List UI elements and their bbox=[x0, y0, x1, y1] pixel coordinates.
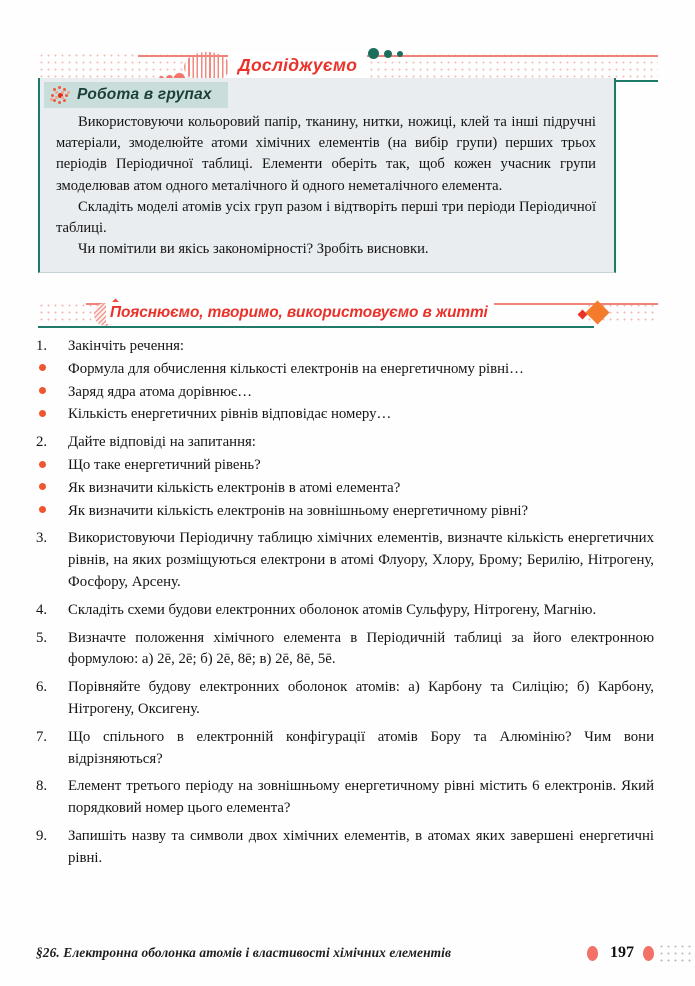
list-item bbox=[24, 404, 672, 426]
bullet-dot-icon bbox=[39, 364, 46, 371]
list-item bbox=[24, 600, 672, 622]
list-item bbox=[24, 455, 672, 477]
item-text: Що таке енергетичний рівень? bbox=[68, 456, 261, 473]
section-title-poyasnyuyemo: Пояснюємо, творимо, використовуємо в житті bbox=[106, 302, 494, 324]
teal-dot-medium-icon bbox=[384, 50, 392, 58]
item-text: Визначте положення хімічного елемента в Періодичній таблиці за його електронною формулою: а) 2ē, 2ē; б) 2ē, 8ē; в) 2ē, 8ē, 5ē. bbox=[68, 629, 654, 668]
page-number: 197 bbox=[610, 944, 634, 961]
list-item bbox=[24, 677, 672, 721]
exercise-list bbox=[24, 336, 672, 876]
bullet-dot-icon bbox=[39, 461, 46, 468]
item-marker: 6. bbox=[36, 679, 48, 696]
item-marker: 2. bbox=[36, 434, 48, 451]
item-text: Кількість енергетичних рівнів відповідає номеру… bbox=[68, 406, 392, 423]
footer-oval-left-icon bbox=[587, 946, 598, 961]
list-item bbox=[24, 478, 672, 500]
header2-rule-teal bbox=[38, 326, 594, 328]
list-item bbox=[24, 628, 672, 672]
bullet-marker bbox=[24, 455, 68, 477]
item-text: Елемент третього періоду на зовнішньому енергетичному рівні містить 6 електронів. Який порядковий номер цього елемента? bbox=[68, 778, 654, 817]
item-text: Використовуючи Періодичну таблицю хімічних елементів, визначте кількість енергетичних рівнів, на яких розміщуються електрони в атомі Флуору, Хлору, Брому; Берилію, Нітрогену, Фосфору, Арсену. bbox=[68, 530, 654, 590]
item-marker: 4. bbox=[36, 601, 48, 618]
item-marker: 8. bbox=[36, 778, 48, 795]
item-text: Закінчіть речення: bbox=[68, 338, 185, 354]
decorative-dot-grid-left-2 bbox=[38, 302, 100, 324]
bullet-marker bbox=[24, 501, 68, 523]
item-text: Складіть схеми будови електронних оболонок атомів Сульфуру, Нітрогену, Магнію. bbox=[68, 601, 597, 618]
bullet-marker bbox=[24, 478, 68, 500]
item-marker: 9. bbox=[36, 827, 48, 844]
bullet-dot-icon bbox=[39, 387, 46, 394]
list-item bbox=[24, 359, 672, 381]
list-item bbox=[24, 382, 672, 404]
item-text: Запишіть назву та символи двох хімічних елементів, в атомах яких завершені енергетичні рівні. bbox=[68, 827, 654, 866]
item-marker: 3. bbox=[36, 530, 48, 547]
item-text: Порівняйте будову електронних оболонок атомів: а) Карбону та Силіцію; б) Карбону, Нітрогену, Оксигену. bbox=[68, 679, 654, 717]
list-item bbox=[24, 727, 672, 771]
item-marker: 7. bbox=[36, 728, 48, 745]
list-item bbox=[24, 776, 672, 820]
bullet-marker bbox=[24, 359, 68, 381]
bullet-dot-icon bbox=[39, 483, 46, 490]
list-item bbox=[24, 501, 672, 523]
section-header-poyasnyuyemo bbox=[38, 298, 658, 332]
item-text: Як визначити кількість електронів на зовнішньому енергетичному рівні? bbox=[68, 502, 529, 519]
running-title: §26. Електронна оболонка атомів і властивості хімічних елементів bbox=[36, 945, 452, 960]
item-marker: 5. bbox=[36, 629, 48, 646]
bullet-dot-icon bbox=[39, 506, 46, 513]
item-text: Формула для обчислення кількості електронів на енергетичному рівні… bbox=[68, 360, 524, 377]
footer-oval-right-icon bbox=[643, 946, 654, 961]
group-work-text bbox=[40, 110, 614, 260]
section-title-doslidzhuyemo: Досліджуємо bbox=[228, 53, 367, 77]
bullet-marker bbox=[24, 404, 68, 426]
bullet-dot-icon bbox=[39, 410, 46, 417]
group-work-paragraph-3: Чи помітили ви якісь закономірності? Зробіть висновки. bbox=[78, 241, 429, 258]
item-text: Як визначити кількість електронів в атомі елемента? bbox=[68, 479, 401, 496]
teal-dot-small-icon bbox=[397, 51, 403, 57]
group-work-paragraph-2: Складіть моделі атомів усіх груп разом і відтворіть перші три періоди Періодичної таблиці. bbox=[56, 198, 596, 237]
item-text: Заряд ядра атома дорівнює… bbox=[68, 383, 253, 400]
group-work-panel bbox=[38, 78, 616, 273]
atom-cluster-icon bbox=[50, 85, 70, 105]
list-item bbox=[24, 528, 672, 593]
list-item bbox=[24, 826, 672, 870]
bullet-marker bbox=[24, 382, 68, 404]
item-marker: 1. bbox=[36, 338, 48, 354]
footer-dot-grid bbox=[658, 943, 695, 965]
page-footer bbox=[0, 942, 695, 968]
teal-dot-large-icon bbox=[368, 48, 379, 59]
group-work-badge bbox=[44, 82, 228, 108]
list-item bbox=[24, 432, 672, 454]
group-work-badge-label: Робота в групах bbox=[77, 86, 212, 103]
list-item bbox=[24, 336, 672, 358]
item-text: Дайте відповіді на запитання: bbox=[68, 434, 256, 451]
item-text: Що спільного в електронній конфігурації атомів Бору та Алюмінію? Чим вони відрізняються? bbox=[68, 728, 654, 767]
group-work-paragraph-1: Використовуючи кольоровий папір, тканину, нитки, ножиці, клей та інші підручні матеріали, змоделюйте атоми хімічних елементів (на вибір групи) перших трьох періодів Періодичної таблиці. Елементи оберіть так, щоб кожен учасник групи змоделював атом одного металічного й одного неметалічного елемента. bbox=[56, 114, 596, 194]
